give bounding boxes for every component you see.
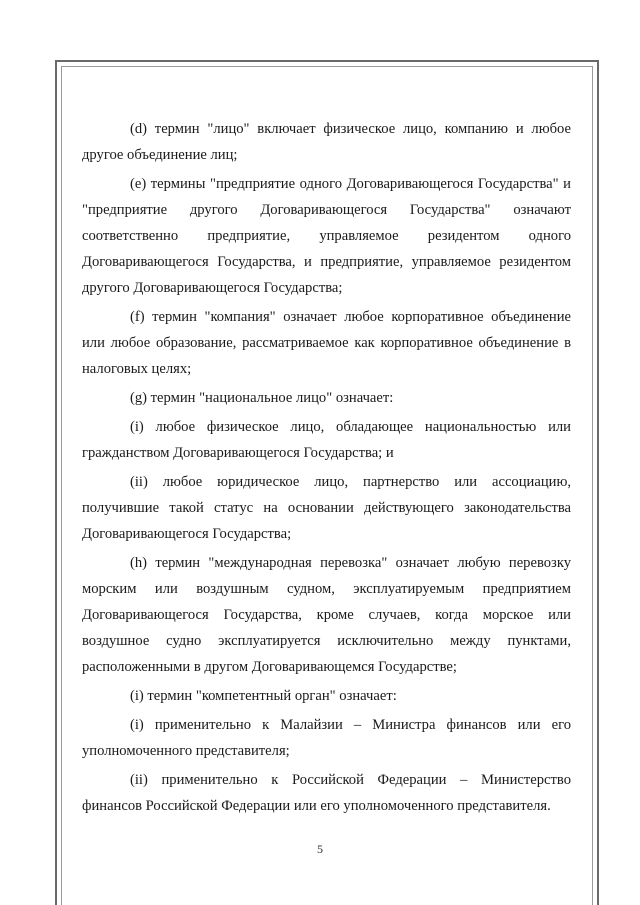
paragraph-i-russia: (ii) применительно к Российской Федерации – Министерство финансов Российской Федерации или его уполномоченного представителя. <box>82 772 571 814</box>
page-number: 5 <box>317 842 323 856</box>
paragraph-g-ii: (ii) любое юридическое лицо, партнерство или ассоциацию, получившие такой статус на основании действующего законодательства Договаривающегося Государства; <box>82 474 571 542</box>
paragraph-g-national: (g) термин "национальное лицо" означает: <box>130 390 394 406</box>
paragraph-e-enterprise: (e) термины "предприятие одного Договаривающегося Государства" и "предприятие другого Договаривающегося Государства" означают соответственно предприятие, управляемое резидентом одного Договаривающегося Государства, и предприятие, управляемое резидентом другого Договаривающегося Государства; <box>82 176 571 296</box>
paragraph-d-person: (d) термин "лицо" включает физическое лицо, компанию и любое другое объединение лиц; <box>82 121 571 163</box>
paragraph-g-i: (i) любое физическое лицо, обладающее национальностью или гражданством Договаривающегося Государства; и <box>82 419 571 461</box>
paragraph-h-international-traffic: (h) термин "международная перевозка" означает любую перевозку морским или воздушным судном, эксплуатируемым предприятием Договаривающегося Государства, кроме случаев, когда морское или воздушное судно эксплуатируется исключительно между пунктами, расположенными в другом Договаривающемся Государстве; <box>82 555 571 675</box>
paragraph-i-competent-authority: (i) термин "компетентный орган" означает: <box>130 688 397 704</box>
document-body <box>82 116 571 822</box>
paragraph-i-malaysia: (i) применительно к Малайзии – Министра финансов или его уполномоченного представителя; <box>82 717 571 759</box>
paragraph-f-company: (f) термин "компания" означает любое корпоративное объединение или любое образование, рассматриваемое как корпоративное объединение в налоговых целях; <box>82 309 571 377</box>
